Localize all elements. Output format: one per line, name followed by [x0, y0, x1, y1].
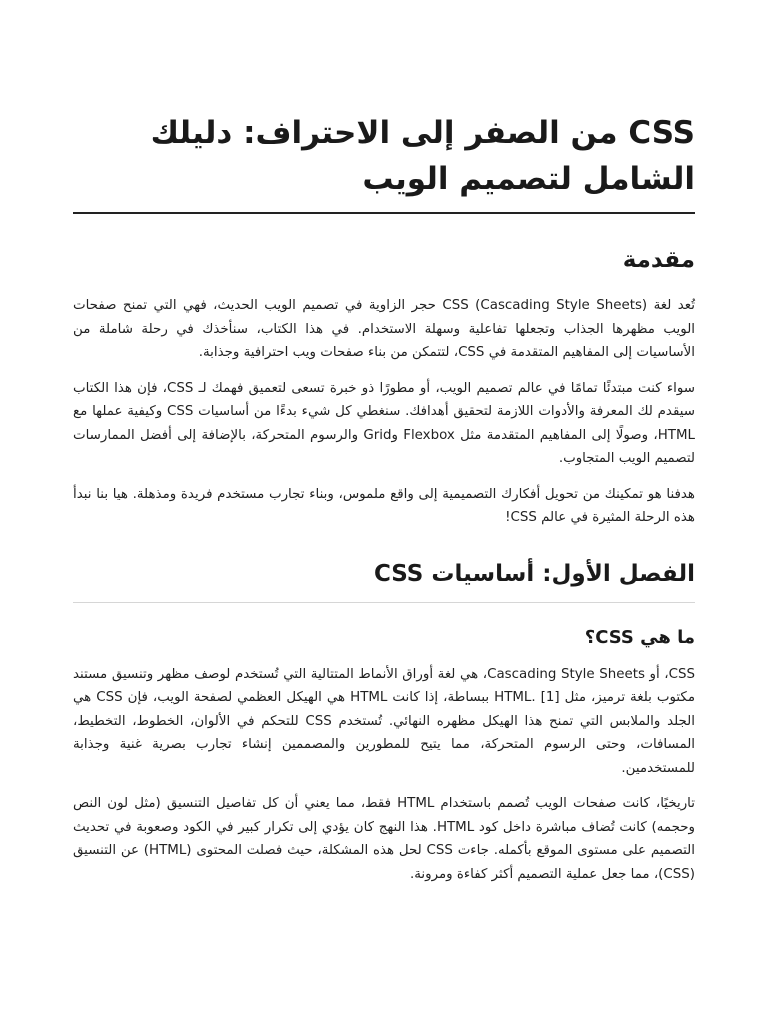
chapter-1-heading: الفصل الأول: أساسيات CSS [73, 558, 695, 603]
intro-paragraph-3: هدفنا هو تمكينك من تحويل أفكارك التصميمية إلى واقع ملموس، وبناء تجارب مستخدم فريدة ومذهلة. هيا بنا نبدأ هذه الرحلة المثيرة في عالم CSS! [73, 486, 695, 525]
section-paragraph-2: تاريخيًا، كانت صفحات الويب تُصمم باستخدام HTML فقط، مما يعني أن كل تفاصيل التنسيق (مثل لون النص وحجمه) كانت تُضاف مباشرة داخل كود HTML. هذا النهج كان يؤدي إلى تكرار كبير في الكود وصعوبة في تحديث التصميم على مستوى الموقع بأكمله. جاءت CSS لحل هذه المشكلة، حيث فصلت المحتوى (HTML) عن التنسيق (CSS)، مما جعل عملية التصميم أكثر كفاءة ومرونة. [73, 796, 696, 882]
section-what-is-css-heading: ما هي CSS؟ [584, 626, 695, 648]
page-title: CSS من الصفر إلى الاحتراف: دليلك الشامل لتصميم الويب [73, 110, 695, 214]
intro-paragraph-2: سواء كنت مبتدئًا تمامًا في عالم تصميم الويب، أو مطورًا ذو خبرة تسعى لتعميق فهمك لـ CSS، فإن هذا الكتاب سيقدم لك المعرفة والأدوات اللازمة لتحقيق أهدافك. سنغطي كل شيء بدءًا من أساسيات CSS وكيفية عملها مع HTML، وصولًا إلى المفاهيم المتقدمة مثل Flexbox وGrid والرسوم المتحركة، بالإضافة إلى أفضل الممارسات لتصميم الويب المتجاوب. [73, 380, 695, 466]
intro-heading: مقدمة [622, 247, 695, 273]
section-paragraph-1: CSS، أو Cascading Style Sheets، هي لغة أوراق الأنماط المتتالية التي تُستخدم لوصف مظهر وتنسيق مستند مكتوب بلغة ترميز، مثل HTML. [1] ببساطة، إذا كانت HTML هي الهيكل العظمي لصفحة الويب، فإن CSS هي الجلد والملابس التي تمنح هذا الهيكل مظهره النهائي. تُستخدم CSS للتحكم في الألوان، الخطوط، التخطيط، المسافات، وحتى الرسوم المتحركة، مما يتيح للمطورين والمصممين إنشاء تجارب بصرية غنية وجذابة للمستخدمين. [73, 666, 695, 776]
intro-paragraph-1: تُعد لغة CSS (Cascading Style Sheets) حجر الزاوية في تصميم الويب الحديث، فهي التي تمنح صفحات الويب مظهرها الجذاب وتجعلها تفاعلية وسهلة الاستخدام. في هذا الكتاب، سنأخذك في رحلة شاملة من الأساسيات إلى المفاهيم المتقدمة في CSS، لتتمكن من بناء صفحات ويب احترافية وجذابة. [73, 298, 695, 360]
